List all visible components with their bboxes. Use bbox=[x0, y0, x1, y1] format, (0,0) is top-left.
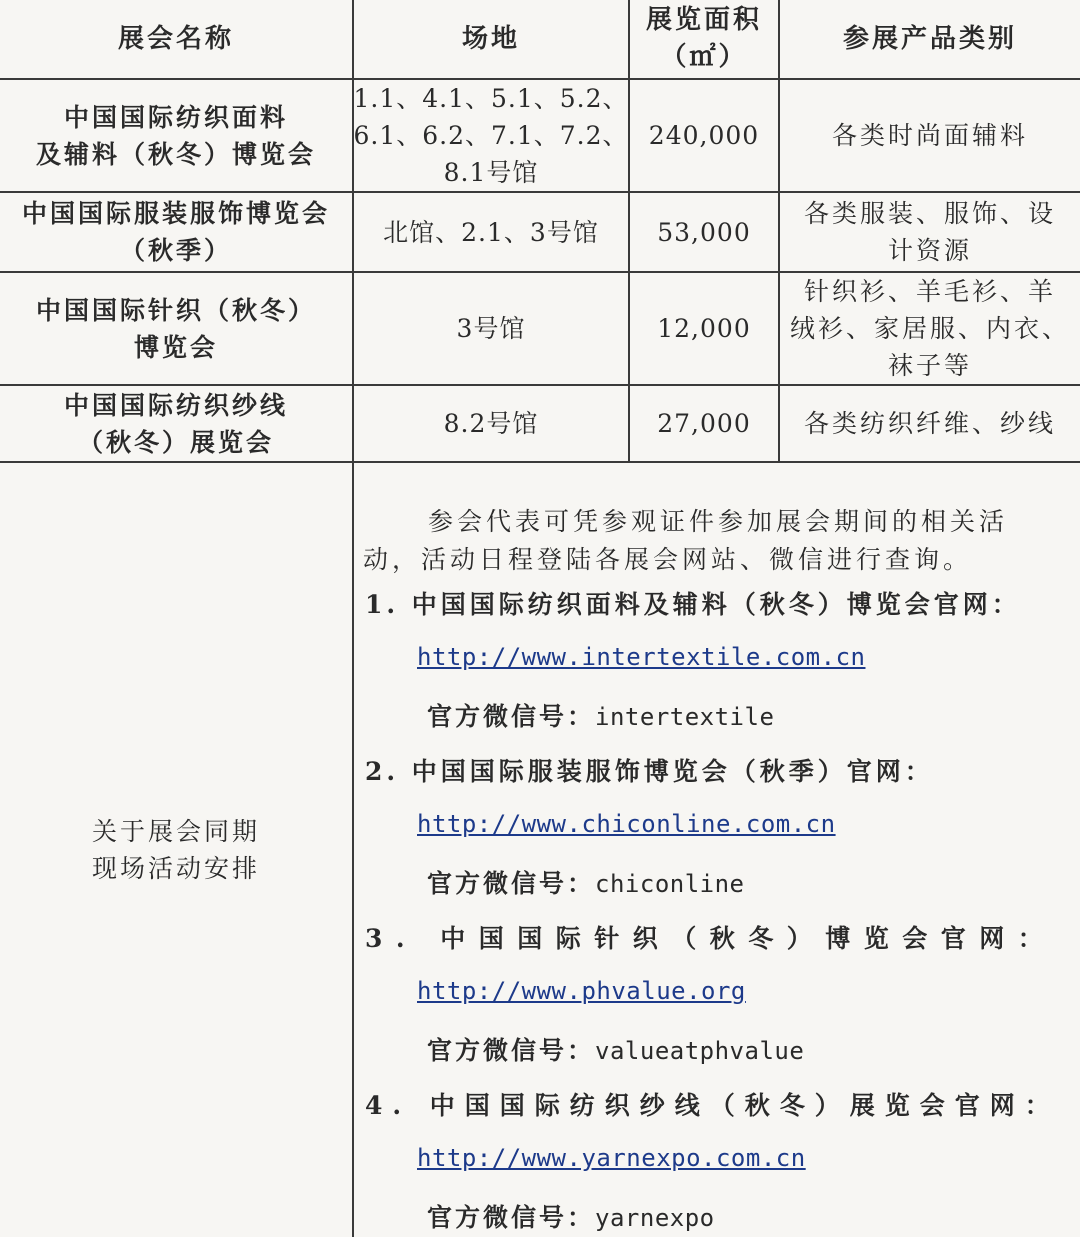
exhibition-name: 中国国际针织（秋冬） 博览会 bbox=[35, 295, 316, 362]
wechat-id: yarnexpo bbox=[595, 1204, 715, 1232]
header-area: 展览面积 （㎡） bbox=[645, 5, 762, 72]
activity-notes bbox=[355, 463, 1080, 1237]
exhibition-venue: 1.1、4.1、5.1、5.2、 6.1、6.2、7.1、7.2、 8.1号馆 bbox=[353, 84, 629, 187]
item-title: 4. 中国国际纺织纱线（秋冬）展览会官网： bbox=[365, 1091, 1060, 1120]
website-link[interactable]: http://www.intertextile.com.cn bbox=[417, 643, 866, 671]
wechat-line bbox=[427, 1031, 804, 1067]
header-name: 展会名称 bbox=[117, 23, 234, 54]
wechat-line bbox=[427, 1198, 715, 1234]
website-link[interactable]: http://www.yarnexpo.com.cn bbox=[417, 1144, 806, 1172]
item-title: 3. 中国国际针织（秋冬）博览会官网： bbox=[365, 924, 1057, 953]
exhibition-category: 各类时尚面辅料 bbox=[831, 121, 1028, 150]
item-title: 1. 中国国际纺织面料及辅料（秋冬）博览会官网： bbox=[365, 590, 1021, 619]
wechat-id: intertextile bbox=[595, 703, 775, 731]
exhibition-category: 各类纺织纤维、纱线 bbox=[803, 409, 1056, 438]
wechat-id: chiconline bbox=[595, 870, 745, 898]
wechat-label: 官方微信号： bbox=[427, 869, 596, 898]
intro-paragraph: 参会代表可凭参观证件参加展会期间的相关活 动，活动日程登陆各展会网站、微信进行查询。 bbox=[363, 507, 1009, 574]
wechat-label: 官方微信号： bbox=[427, 702, 596, 731]
exhibition-category: 针织衫、羊毛衫、羊 绒衫、家居服、内衣、 袜子等 bbox=[789, 277, 1070, 380]
website-link[interactable]: http://www.chiconline.com.cn bbox=[417, 810, 836, 838]
exhibition-venue: 3号馆 bbox=[456, 314, 526, 343]
item-title: 2. 中国国际服装服饰博览会（秋季）官网： bbox=[365, 757, 934, 786]
website-link[interactable]: http://www.phvalue.org bbox=[417, 977, 746, 1005]
wechat-line bbox=[427, 697, 774, 733]
exhibition-venue: 北馆、2.1、3号馆 bbox=[383, 217, 599, 247]
exhibition-name: 中国国际服装服饰博览会 （秋季） bbox=[21, 199, 330, 265]
activity-label: 关于展会同期 现场活动安排 bbox=[91, 817, 260, 883]
exhibition-venue: 8.2号馆 bbox=[443, 409, 539, 438]
wechat-label: 官方微信号： bbox=[427, 1203, 596, 1232]
exhibition-area: 240,000 bbox=[648, 121, 760, 150]
header-venue: 场地 bbox=[461, 23, 520, 54]
wechat-label: 官方微信号： bbox=[427, 1036, 596, 1065]
exhibition-name: 中国国际纺织纱线 （秋冬）展览会 bbox=[63, 390, 288, 457]
wechat-line bbox=[427, 864, 745, 900]
wechat-id: valueatphvalue bbox=[595, 1037, 805, 1065]
exhibition-area: 27,000 bbox=[657, 409, 751, 438]
exhibition-category: 各类服装、服饰、设 计资源 bbox=[803, 199, 1056, 265]
exhibition-name: 中国国际纺织面料 及辅料（秋冬）博览会 bbox=[35, 102, 316, 169]
header-category: 参展产品类别 bbox=[842, 23, 1017, 54]
exhibition-area: 12,000 bbox=[657, 314, 751, 343]
exhibition-area: 53,000 bbox=[657, 217, 751, 247]
